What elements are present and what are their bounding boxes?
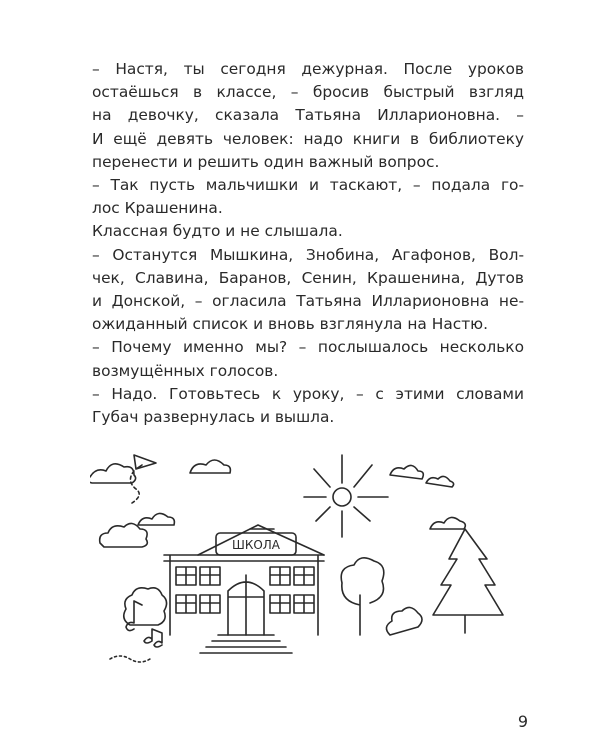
text-line: перенести и решить один важный вопрос. <box>92 152 440 171</box>
text-line: возмущённых голосов. <box>92 361 279 380</box>
school-drawing <box>90 425 520 665</box>
paragraph-6 <box>72 383 524 429</box>
window-icon <box>270 567 290 585</box>
text-line: на девочку, сказала Татьяна Илларионовна. – <box>92 106 524 125</box>
text-line: ожиданный список и вновь взглянула на Настю. <box>92 315 489 334</box>
text-line: И ещё девять человек: надо книги в библиотеку <box>92 129 524 148</box>
window-icon <box>294 567 314 585</box>
window-icon <box>176 595 196 613</box>
cloud-icon <box>430 517 465 529</box>
text-line: и Донской, – огласила Татьяна Илларионовна не- <box>92 292 524 311</box>
cloud-icon <box>426 476 454 487</box>
cloud-icon <box>100 523 148 547</box>
bush-icon <box>124 588 167 625</box>
paragraph-1 <box>72 58 524 174</box>
music-note-icon <box>144 629 162 647</box>
bush-icon <box>386 607 422 635</box>
paper-plane-icon <box>134 455 156 469</box>
text-line: – Так пусть мальчишки и таскают, – подала го- <box>92 176 524 195</box>
paragraph-4 <box>72 244 524 337</box>
text-line: – Останутся Мышкина, Знобина, Агафонов, Вол- <box>92 245 524 264</box>
fir-tree-icon <box>433 529 503 633</box>
sun-icon <box>333 488 351 506</box>
text-line: Губач развернулась и вышла. <box>92 408 335 427</box>
cloud-icon <box>138 513 174 525</box>
text-line: чек, Славина, Баранов, Сенин, Крашенина, Дутов <box>92 268 524 287</box>
window-icon <box>200 567 220 585</box>
window-icon <box>176 567 196 585</box>
text-line: Классная будто и не слышала. <box>92 222 343 241</box>
window-icon <box>270 595 290 613</box>
text-line: – Настя, ты сегодня дежурная. После уроков <box>92 60 524 78</box>
paragraph-2 <box>72 174 524 220</box>
school-steps <box>200 635 292 653</box>
text-line: – Почему именно мы? – послышалось несколько <box>92 338 524 357</box>
tree-icon <box>341 558 384 635</box>
text-line: лос Крашенина. <box>92 199 223 218</box>
school-illustration <box>90 425 520 665</box>
text-line: остаёшься в классе, – бросив быстрый взгляд <box>92 83 524 102</box>
page-number: 9 <box>517 712 528 731</box>
window-icon <box>294 595 314 613</box>
text-line: – Надо. Готовьтесь к уроку, – с этими словами <box>92 384 524 403</box>
cloud-icon <box>390 465 423 479</box>
story-text <box>72 58 524 429</box>
paragraph-3 <box>72 220 524 243</box>
cloud-icon <box>90 464 136 483</box>
music-note-icon <box>126 601 142 631</box>
door-icon <box>228 575 264 635</box>
school-sign-label: ШКОЛА <box>231 538 281 552</box>
cloud-icon <box>190 460 230 473</box>
window-icon <box>200 595 220 613</box>
paragraph-5 <box>72 336 524 382</box>
